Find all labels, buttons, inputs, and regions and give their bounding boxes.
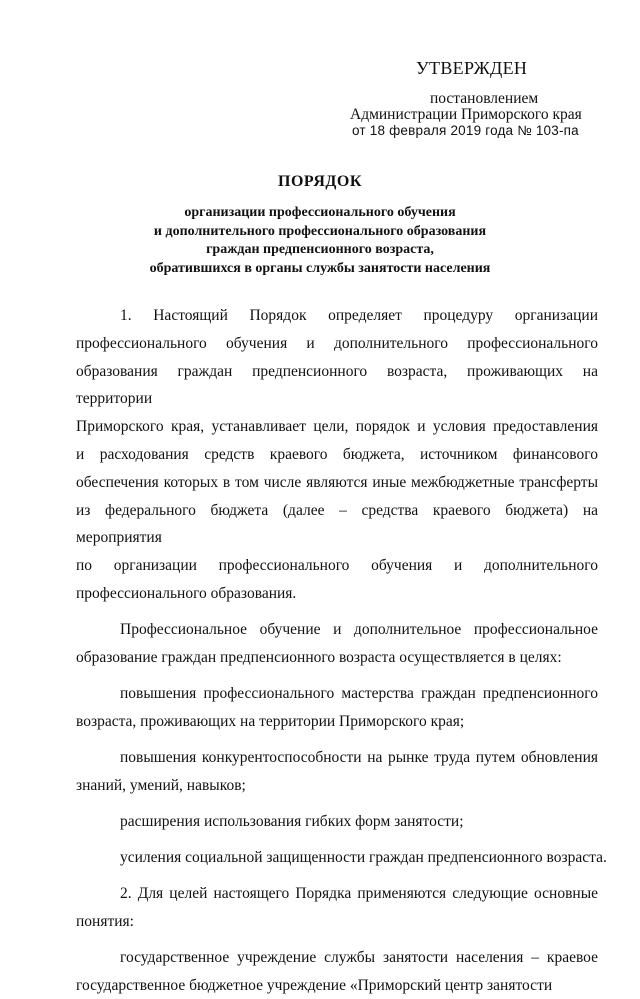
paragraph-line: и расходования средств краевого бюджета, источником финансового — [76, 445, 598, 463]
approval-line-1: постановлением — [430, 90, 539, 107]
paragraph-line: повышения профессионального мастерства граждан предпенсионного — [120, 684, 598, 702]
approval-heading: УТВЕРЖДЕН — [416, 58, 528, 78]
subtitle-line: организации профессионального обучения — [184, 205, 456, 220]
paragraph — [76, 680, 598, 736]
approval-line-2: Администрации Приморского края — [350, 106, 582, 123]
paragraph — [76, 808, 598, 836]
paragraph-line: 2. Для целей настоящего Порядка применяются следующие основные — [120, 884, 598, 902]
paragraph-line: образование граждан предпенсионного возраста осуществляется в целях: — [76, 648, 562, 666]
paragraph-line: государственное учреждение службы занятости населения – краевое — [120, 948, 598, 966]
paragraph-line: усиления социальной защищенности граждан предпенсионного возраста. — [120, 848, 607, 866]
paragraph-line: 1. Настоящий Порядок определяет процедуру организации — [120, 307, 598, 324]
subtitle-line: и дополнительного профессионального образования — [153, 223, 487, 239]
document-body — [76, 302, 607, 999]
document-subtitle — [0, 204, 640, 278]
subtitle-line: граждан предпенсионного возраста, — [206, 242, 434, 257]
paragraph — [76, 744, 598, 800]
paragraph-line: знаний, умений, навыков; — [76, 776, 246, 794]
paragraph-line: государственное бюджетное учреждение «Приморский центр занятости — [76, 976, 553, 994]
paragraph — [76, 844, 607, 872]
paragraph-line: Приморского края, устанавливает цели, порядок и условия предоставления — [76, 418, 598, 436]
subtitle-line: обратившихся в органы службы занятости населения — [149, 260, 491, 276]
paragraph-line: образования граждан предпенсионного возраста, проживающих на территории — [76, 362, 598, 408]
paragraph-line: расширения использования гибких форм занятости; — [120, 812, 464, 830]
paragraph — [76, 616, 598, 672]
paragraph-line: профессионального обучения и дополнительного профессионального — [76, 334, 598, 352]
paragraph — [76, 302, 598, 608]
paragraph-line: Профессиональное обучение и дополнительное профессиональное — [120, 621, 598, 639]
paragraph-line: по организации профессионального обучения и дополнительного — [76, 557, 598, 575]
document-title: ПОРЯДОК — [278, 173, 362, 190]
paragraph — [76, 944, 598, 999]
paragraph-line: обеспечения которых в том числе являются иные межбюджетные трансферты — [76, 473, 598, 491]
paragraph-line: понятия: — [76, 912, 134, 930]
paragraph-line: возраста, проживающих на территории Приморского края; — [76, 712, 465, 730]
paragraph — [76, 880, 598, 936]
paragraph-line: повышения конкурентоспособности на рынке труда путем обновления — [120, 748, 598, 766]
paragraph-line: профессионального образования. — [76, 584, 297, 602]
paragraph-line: из федерального бюджета (далее – средства краевого бюджета) на мероприятия — [76, 501, 598, 547]
approval-line-3: от 18 февраля 2019 года № 103-па — [352, 123, 579, 138]
